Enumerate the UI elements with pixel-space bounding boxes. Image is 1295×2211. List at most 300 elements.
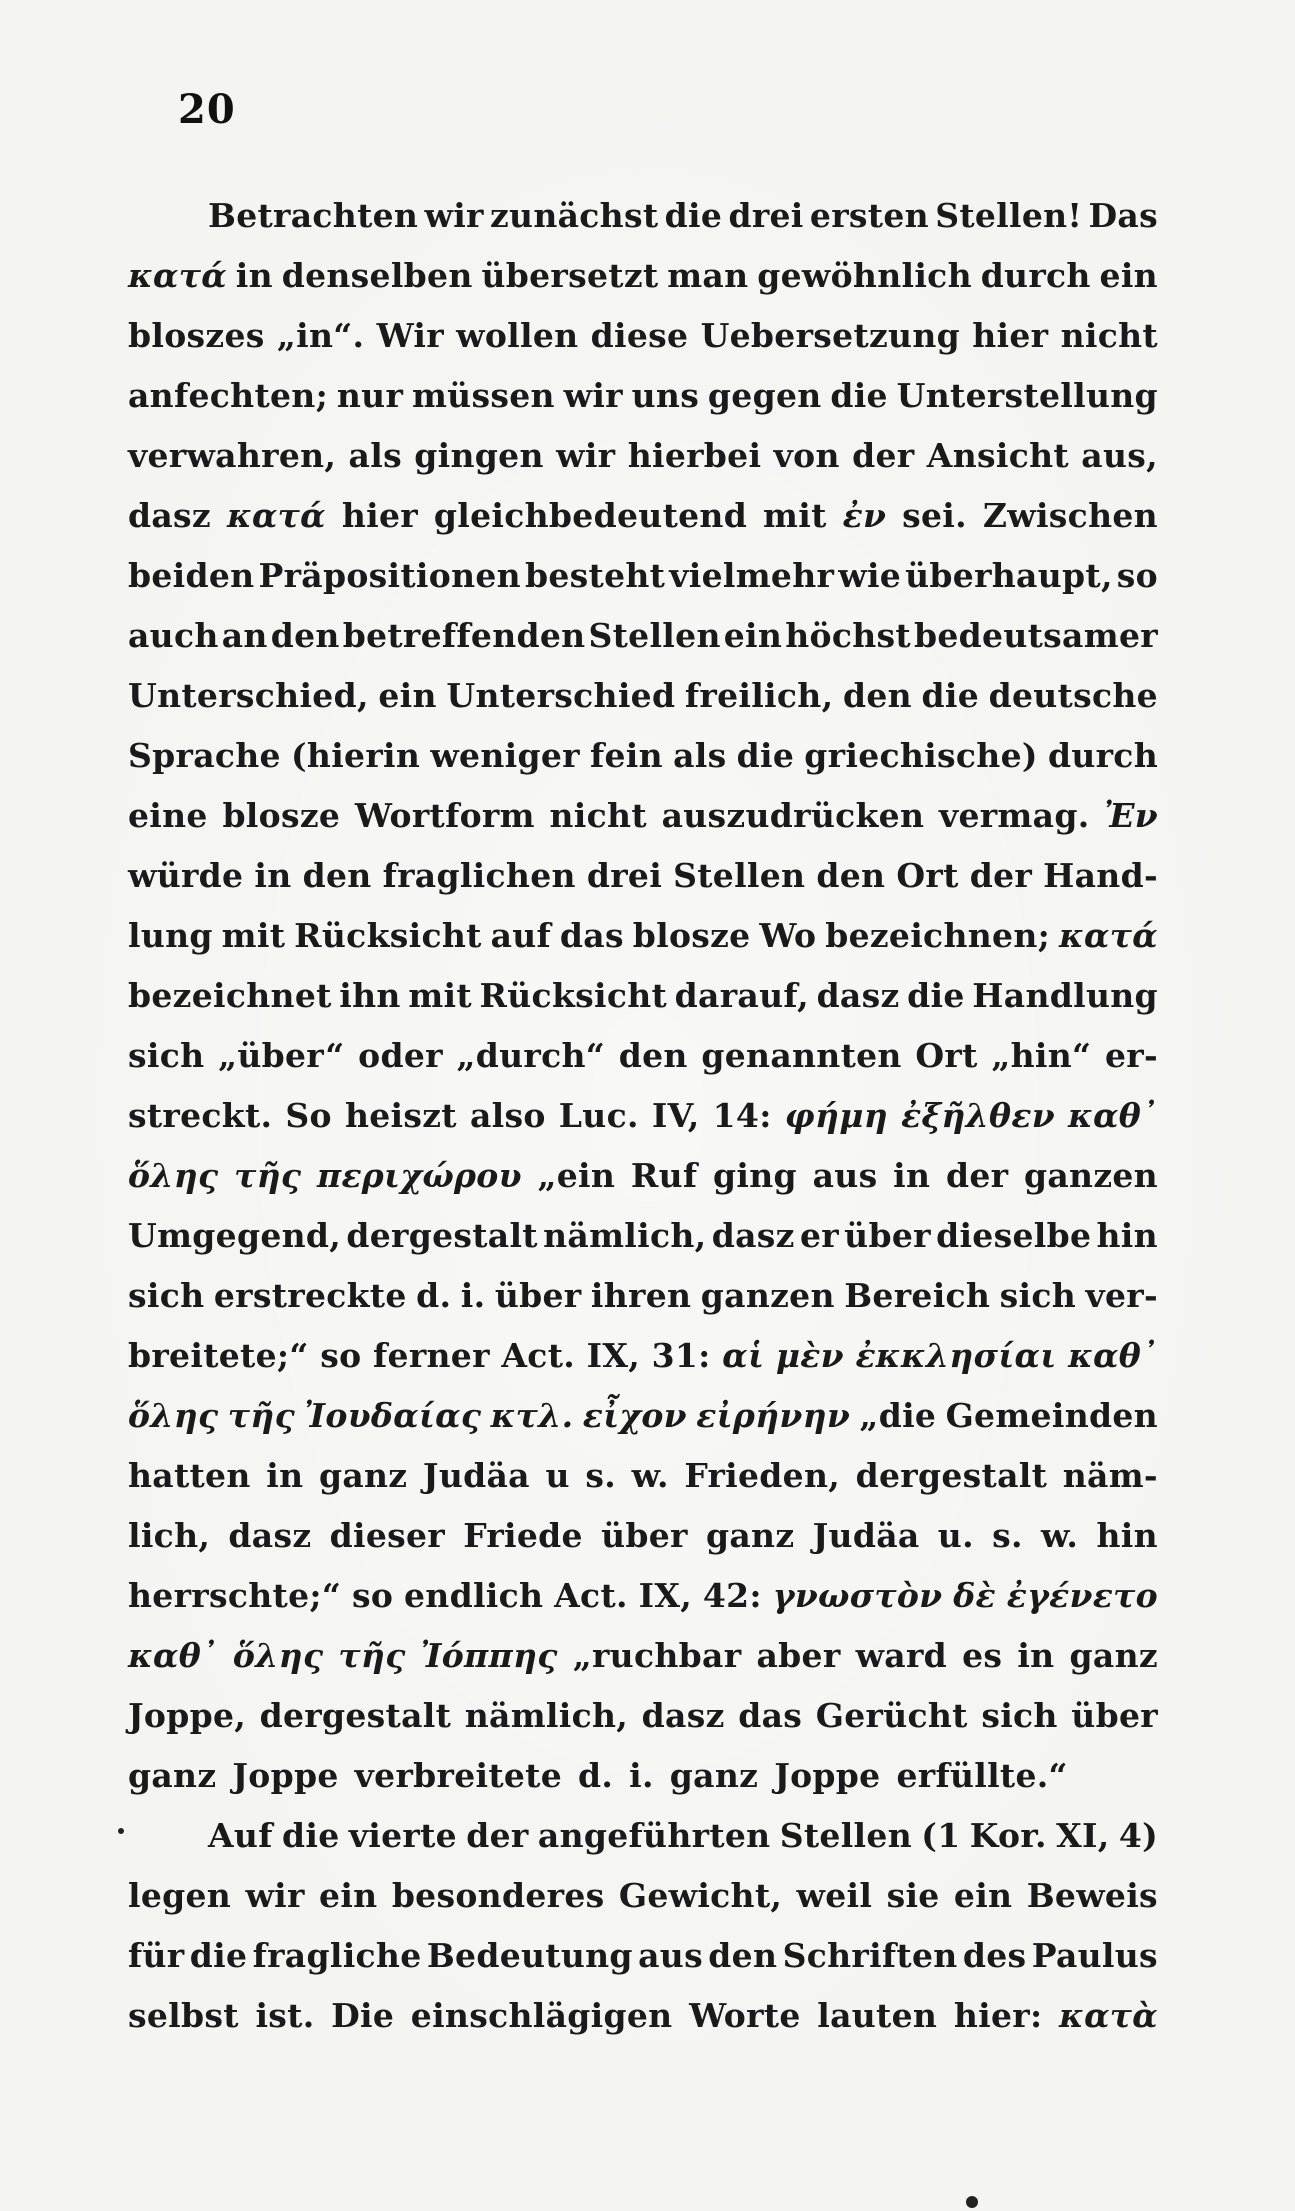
word: müssen: [411, 376, 555, 415]
word: höchst: [785, 616, 911, 655]
word: über: [601, 1516, 688, 1555]
word: erstreckte: [213, 1276, 407, 1315]
word: selbst: [128, 1996, 239, 2035]
word: ein: [378, 676, 437, 715]
word: Ansicht: [926, 436, 1069, 475]
word: bedeutsamer: [913, 616, 1158, 655]
word: in: [893, 1156, 931, 1195]
word: Ruf: [630, 1156, 698, 1195]
word: ward: [855, 1636, 948, 1675]
word: die: [736, 736, 795, 775]
word: streckt.: [128, 1096, 273, 1135]
word: Frieden,: [684, 1456, 841, 1495]
text-line: [128, 1996, 1158, 2056]
word: weil: [796, 1876, 873, 1915]
word: in: [1017, 1636, 1055, 1675]
greek-word: καθ᾽: [1068, 1096, 1158, 1135]
word: vielmehr: [669, 556, 835, 595]
word: Die: [331, 1996, 395, 2035]
word: w.: [1041, 1516, 1079, 1555]
word: Wo: [759, 916, 817, 955]
word: ein: [1099, 256, 1158, 295]
word: dasz: [228, 1516, 312, 1555]
word: Betrachten: [208, 196, 419, 235]
word: den: [842, 676, 912, 715]
word: 31:: [651, 1336, 711, 1375]
text-line: [128, 256, 1158, 316]
greek-word: αἱ: [722, 1336, 765, 1375]
text-line: [128, 856, 1158, 916]
word: Friede: [463, 1516, 583, 1555]
word: ersten: [809, 196, 929, 235]
word: es: [962, 1636, 1003, 1675]
greek-word: κατά: [1058, 916, 1158, 955]
word: auszudrücken: [661, 796, 925, 835]
word: der: [466, 1816, 529, 1855]
text-line: [128, 796, 1158, 856]
word: hier: [972, 316, 1049, 355]
word: weniger: [430, 736, 580, 775]
greek-word: Ἐν: [1104, 796, 1158, 835]
text-line: [128, 196, 1158, 256]
word: Kor.: [969, 1816, 1047, 1855]
word: die: [189, 1936, 248, 1975]
word: wir: [563, 376, 623, 415]
word: also: [469, 1096, 546, 1135]
word: blosze: [222, 796, 341, 835]
word: breitete;“: [128, 1336, 309, 1375]
word: Gewicht,: [618, 1876, 783, 1915]
greek-word: ἐκκλησίαι: [855, 1336, 1057, 1375]
word: Präpositionen: [258, 556, 521, 595]
text-line: [128, 1636, 1158, 1696]
word: nicht: [549, 796, 647, 835]
word: durch: [1047, 736, 1158, 775]
word: Stellen!: [935, 196, 1083, 235]
word: über: [1071, 1696, 1158, 1735]
body-text: [128, 196, 1158, 2056]
word: ihren: [590, 1276, 692, 1315]
word: auch: [128, 616, 219, 655]
word: d.: [578, 1756, 614, 1795]
word: aus,: [1081, 436, 1158, 475]
word: ganzen: [700, 1276, 835, 1315]
word: Stellen: [673, 856, 806, 895]
word: gewöhnlich: [757, 256, 972, 295]
word: sich: [128, 1276, 205, 1315]
word: man: [667, 256, 749, 295]
word: das: [559, 916, 624, 955]
word: „ruchbar: [572, 1636, 742, 1675]
greek-word: ἐγένετο: [1006, 1576, 1158, 1615]
word: drei: [586, 856, 663, 895]
word: nur: [336, 376, 404, 415]
word: dieser: [329, 1516, 445, 1555]
word: heiszt: [344, 1096, 457, 1135]
word: so: [320, 1336, 362, 1375]
greek-word: κατά: [226, 496, 326, 535]
text-line: [128, 1936, 1158, 1996]
word: wie: [838, 556, 902, 595]
greek-word: κατὰ: [1059, 1996, 1158, 2035]
word: so: [1116, 556, 1158, 595]
word: würde: [128, 856, 244, 895]
text-line: [128, 1516, 1158, 1576]
word: lich,: [128, 1516, 211, 1555]
word: drei: [728, 196, 804, 235]
greek-word: καθ᾽: [1068, 1336, 1158, 1375]
word: Worte: [689, 1996, 801, 2035]
word: mit: [408, 976, 472, 1015]
word: IX,: [638, 1576, 693, 1615]
word: herrschte;“: [128, 1576, 342, 1615]
word: vierte: [348, 1816, 457, 1855]
word: an: [221, 616, 268, 655]
word: Rücksicht: [479, 976, 668, 1015]
word: Ort: [915, 1036, 978, 1075]
word: blosze: [632, 916, 751, 955]
word: Zwischen: [982, 496, 1158, 535]
text-line: [128, 1096, 1158, 1156]
word: i.: [629, 1756, 654, 1795]
word: hatten: [128, 1456, 251, 1495]
word: ver-: [1085, 1276, 1158, 1315]
word: ein: [319, 1876, 378, 1915]
greek-word: ὅλης: [128, 1156, 219, 1195]
word: Das: [1088, 196, 1158, 235]
greek-word: Ἰουδαίας: [304, 1396, 482, 1435]
word: Joppe: [232, 1756, 339, 1795]
word: näm-: [1062, 1456, 1158, 1495]
greek-word: μὲν: [775, 1336, 844, 1375]
word: Luc.: [558, 1096, 639, 1135]
text-line: [128, 1456, 1158, 1516]
word: das: [738, 1696, 803, 1735]
text-line: [128, 1816, 1158, 1876]
word: ganzen: [1023, 1156, 1158, 1195]
word: wollen: [456, 316, 579, 355]
word: in: [235, 256, 273, 295]
text-line: [128, 976, 1158, 1036]
word: anfechten;: [128, 376, 329, 415]
word: Beweis: [1026, 1876, 1158, 1915]
word: 4): [1118, 1816, 1158, 1855]
word: oder: [358, 1036, 443, 1075]
word: nämlich,: [464, 1696, 629, 1735]
word: dasz: [641, 1696, 725, 1735]
word: u.: [937, 1516, 974, 1555]
word: wir: [245, 1876, 305, 1915]
greek-word: καθ᾽: [128, 1636, 218, 1675]
word: Ort: [896, 856, 959, 895]
text-line: [128, 1336, 1158, 1396]
word: Hand-: [1043, 856, 1158, 895]
word: 14:: [712, 1096, 772, 1135]
word: u: [545, 1456, 570, 1495]
word: ganz: [318, 1456, 408, 1495]
text-line: [128, 436, 1158, 496]
word: gegen: [707, 376, 822, 415]
word: aber: [756, 1636, 841, 1675]
word: (hierin: [291, 736, 421, 775]
word: diese: [590, 316, 689, 355]
word: sei.: [902, 496, 967, 535]
word: er-: [1104, 1036, 1158, 1075]
text-line: [128, 1036, 1158, 1096]
text-line: [128, 736, 1158, 796]
greek-word: Ἰόππης: [420, 1636, 558, 1675]
word: griechische): [804, 736, 1038, 775]
word: gleichbedeutend: [433, 496, 748, 535]
word: dasz: [711, 1216, 795, 1255]
word: fein: [589, 736, 663, 775]
word: Act.: [501, 1336, 576, 1375]
word: als: [673, 736, 727, 775]
word: den: [816, 856, 886, 895]
text-line: [128, 676, 1158, 736]
word: besteht: [525, 556, 666, 595]
text-line: [128, 616, 1158, 676]
word: „durch“: [456, 1036, 606, 1075]
word: „über“: [218, 1036, 345, 1075]
word: ganz: [1069, 1636, 1158, 1675]
word: eine: [128, 796, 208, 835]
word: Gemeinden: [945, 1396, 1158, 1435]
word: wir: [424, 196, 484, 235]
greek-word: κτλ.: [490, 1396, 574, 1435]
word: hier:: [953, 1996, 1043, 2035]
word: des: [962, 1936, 1027, 1975]
word: fraglichen: [382, 856, 576, 895]
greek-word: ὅλης: [232, 1636, 324, 1675]
greek-word: τῆς: [227, 1396, 295, 1435]
word: ging: [713, 1156, 797, 1195]
ink-speck: [118, 1828, 124, 1834]
word: (1: [921, 1816, 961, 1855]
text-line: [128, 916, 1158, 976]
word: Stellen: [779, 1816, 912, 1855]
word: die: [921, 676, 980, 715]
word: bezeichnen;: [825, 916, 1051, 955]
text-line: [128, 376, 1158, 436]
text-line: [128, 496, 1158, 556]
text-line: [128, 1396, 1158, 1456]
word: hierbei: [627, 436, 762, 475]
word: nicht: [1060, 316, 1158, 355]
word: übersetzt: [481, 256, 659, 295]
word: sich: [128, 1036, 205, 1075]
word: darauf,: [674, 976, 809, 1015]
word: genannten: [701, 1036, 902, 1075]
word: „in“.: [276, 316, 365, 355]
word: verbreitete: [354, 1756, 562, 1795]
word: ein: [953, 1876, 1013, 1915]
greek-word: ἐξῆλθεν: [901, 1096, 1055, 1135]
text-line: [128, 1876, 1158, 1936]
text-line: [128, 1216, 1158, 1276]
word: Gerücht: [815, 1696, 968, 1735]
word: dasz: [816, 976, 900, 1015]
word: Unterstellung: [896, 376, 1158, 415]
greek-word: τῆς: [338, 1636, 406, 1675]
text-line: [128, 316, 1158, 376]
word: Unterschied,: [128, 676, 369, 715]
word: den: [270, 616, 340, 655]
word: i.: [460, 1276, 486, 1315]
word: hin: [1096, 1516, 1158, 1555]
word: Auf: [208, 1816, 273, 1855]
word: w.: [631, 1456, 669, 1495]
word: Judäa: [422, 1456, 530, 1495]
word: einschlägigen: [410, 1996, 673, 2035]
word: über: [844, 1216, 931, 1255]
word: lauten: [817, 1996, 938, 2035]
word: endlich: [404, 1576, 544, 1615]
word: der: [945, 1156, 1009, 1195]
word: Joppe: [774, 1756, 881, 1795]
word: die: [282, 1816, 340, 1855]
word: wir: [556, 436, 616, 475]
word: Stellen: [588, 616, 721, 655]
word: denselben: [281, 256, 473, 295]
word: So: [285, 1096, 332, 1135]
word: die: [907, 976, 965, 1015]
greek-word: φήμη: [784, 1096, 888, 1135]
word: mit: [221, 916, 286, 955]
word: IV,: [651, 1096, 700, 1135]
word: aus: [812, 1156, 878, 1195]
word: ist.: [255, 1996, 315, 2035]
word: zunächst: [489, 196, 659, 235]
word: gingen: [414, 436, 544, 475]
word: den: [708, 1936, 778, 1975]
word: angeführten: [537, 1816, 771, 1855]
word: Joppe,: [128, 1696, 247, 1735]
word: ein: [723, 616, 783, 655]
word: „die: [859, 1396, 937, 1435]
word: Bereich: [844, 1276, 991, 1315]
word: auf: [490, 916, 552, 955]
word: dergestalt: [259, 1696, 452, 1735]
word: lung: [128, 916, 213, 955]
word: in: [254, 856, 292, 895]
word: Paulus: [1031, 1936, 1158, 1975]
greek-word: δὲ: [953, 1576, 996, 1615]
word: erfüllte.“: [896, 1756, 1068, 1795]
greek-word: ὅλης: [128, 1396, 219, 1435]
word: die: [830, 376, 888, 415]
word: d.: [416, 1276, 452, 1315]
word: ihn: [339, 976, 401, 1015]
word: Bedeutung: [426, 1936, 633, 1975]
word: in: [266, 1456, 304, 1495]
greek-word: περιχώρου: [316, 1156, 522, 1195]
word: legen: [128, 1876, 232, 1915]
word: als: [348, 436, 402, 475]
word: Judäa: [812, 1516, 920, 1555]
word: der: [852, 436, 915, 475]
word: durch: [980, 256, 1091, 295]
word: ganz: [669, 1756, 759, 1795]
word: Act.: [554, 1576, 628, 1615]
word: sich: [999, 1276, 1077, 1315]
greek-word: τῆς: [234, 1156, 302, 1195]
text-line: [128, 1696, 1158, 1756]
word: hier: [341, 496, 418, 535]
word: IX,: [586, 1336, 641, 1375]
word: s.: [992, 1516, 1023, 1555]
text-line: [128, 1576, 1158, 1636]
text-line: [128, 556, 1158, 616]
word: mit: [763, 496, 827, 535]
word: von: [773, 436, 840, 475]
word: er: [799, 1216, 839, 1255]
word: vermag.: [938, 796, 1090, 835]
page-number: 20: [178, 86, 236, 133]
text-line: [128, 1156, 1158, 1216]
word: „hin“: [991, 1036, 1092, 1075]
word: bezeichnet: [128, 976, 332, 1015]
word: ganz: [705, 1516, 795, 1555]
word: besonderes: [391, 1876, 605, 1915]
word: uns: [631, 376, 700, 415]
word: Wortform: [354, 796, 535, 835]
word: betreffenden: [342, 616, 586, 655]
word: hin: [1096, 1216, 1158, 1255]
word: aus: [638, 1936, 703, 1975]
word: Wir: [376, 316, 444, 355]
word: dergestalt: [346, 1216, 538, 1255]
word: „ein: [537, 1156, 616, 1195]
text-line: [128, 1756, 1158, 1816]
word: XI,: [1056, 1816, 1110, 1855]
word: dergestalt: [855, 1456, 1048, 1495]
word: den: [302, 856, 372, 895]
word: sich: [981, 1696, 1058, 1735]
word: Rücksicht: [294, 916, 482, 955]
word: freilich,: [684, 676, 834, 715]
word: für: [128, 1936, 185, 1975]
word: nämlich,: [543, 1216, 707, 1255]
greek-word: εἰρήνην: [696, 1396, 851, 1435]
word: ganz: [128, 1756, 217, 1795]
word: 42:: [702, 1576, 762, 1615]
greek-word: κατά: [128, 256, 227, 295]
greek-word: ἐν: [842, 496, 887, 535]
word: dasz: [128, 496, 211, 535]
word: deutsche: [988, 676, 1158, 715]
word: Handlung: [972, 976, 1158, 1015]
word: so: [351, 1576, 394, 1615]
word: verwahren,: [128, 436, 337, 475]
greek-word: εἶχον: [582, 1396, 687, 1435]
word: Schriften: [782, 1936, 958, 1975]
word: Uebersetzung: [700, 316, 961, 355]
word: beiden: [128, 556, 255, 595]
word: den: [618, 1036, 688, 1075]
word: ferner: [373, 1336, 490, 1375]
word: fragliche: [252, 1936, 422, 1975]
word: überhaupt,: [905, 556, 1113, 595]
word: dieselbe: [936, 1216, 1092, 1255]
word: über: [494, 1276, 582, 1315]
word: die: [664, 196, 723, 235]
text-line: [128, 1276, 1158, 1336]
ink-speck: [966, 2196, 978, 2208]
word: Umgegend,: [128, 1216, 342, 1255]
word: bloszes: [128, 316, 265, 355]
word: sie: [886, 1876, 940, 1915]
